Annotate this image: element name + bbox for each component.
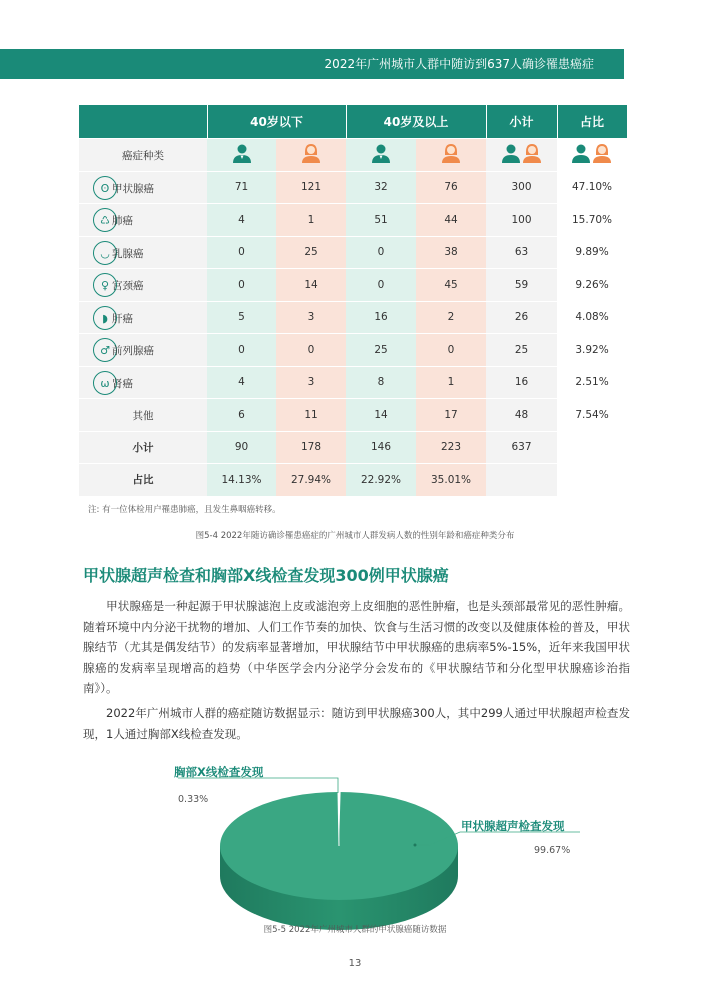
male-under40-cell: 0 [207,334,276,367]
ratio-empty [486,464,557,497]
female-40plus-cell: 76 [416,171,486,204]
cancer-type-cell [79,334,207,367]
table-icon-row [79,139,627,172]
male-40plus-cell: 32 [346,171,416,204]
male-icon-cell [207,139,276,172]
subtotal-male-40plus: 146 [346,431,416,464]
cancer-type-label: 前列腺癌 [112,345,154,357]
ratio-empty [557,464,627,497]
row-total-cell: 48 [486,399,557,432]
pie-label-xray: 胸部X线检查发现 [174,765,264,779]
row-pct-cell: 9.26% [557,269,627,302]
table-row [79,236,627,269]
ratio-label: 占比 [79,464,207,497]
male-under40-cell: 4 [207,366,276,399]
col-ratio: 占比 [557,105,627,139]
male-40plus-cell: 25 [346,334,416,367]
row-pct-cell: 9.89% [557,236,627,269]
subtotal-male-under40: 90 [207,431,276,464]
female-icon-cell [416,139,486,172]
female-under40-cell: 121 [276,171,346,204]
male-40plus-cell: 0 [346,236,416,269]
type-header: 癌症种类 [122,150,164,162]
breast-icon: ◡ [93,241,117,265]
leader-line-xray [178,778,338,793]
male-40plus-cell: 8 [346,366,416,399]
subtotal-total: 637 [486,431,557,464]
female-under40-cell: 14 [276,269,346,302]
cancer-type-cell [79,399,207,432]
section-title: 甲状腺超声检查和胸部X线检查发现300例甲状腺癌 [83,566,449,585]
female-40plus-cell: 38 [416,236,486,269]
paragraph-1 [83,596,630,699]
subtotal-empty [557,431,627,464]
paragraph-2 [83,703,630,744]
lung-icon: ♺ [93,208,117,232]
female-40plus-cell: 45 [416,269,486,302]
ratio-male-under40: 14.13% [207,464,276,497]
ratio-female-under40: 27.94% [276,464,346,497]
row-pct-cell: 47.10% [557,171,627,204]
cancer-type-label: 甲状腺癌 [112,182,154,195]
male-under40-cell: 0 [207,269,276,302]
table-row [79,399,627,432]
female-40plus-cell: 2 [416,301,486,334]
ratio-male-40plus: 22.92% [346,464,416,497]
cancer-type-label: 肝癌 [112,312,133,325]
male-icon-cell [346,139,416,172]
cancer-type-cell [79,236,207,269]
table-header-row [79,105,627,139]
female-person-icon [300,142,322,164]
header-bar [0,49,624,79]
table-row [79,204,627,237]
pie-label-ultrasound: 甲状腺超声检查发现 [461,819,565,833]
female-under40-cell: 3 [276,301,346,334]
male-person-icon [231,142,253,164]
subtotal-row [79,431,627,464]
table-row [79,171,627,204]
female-person-icon [440,142,462,164]
cancer-distribution-table [79,105,628,497]
row-total-cell: 16 [486,366,557,399]
subtotal-female-under40: 178 [276,431,346,464]
thyroid-icon: ʘ [93,176,117,200]
row-pct-cell: 7.54% [557,399,627,432]
male-female-icon [571,142,613,164]
female-under40-cell: 25 [276,236,346,269]
cancer-type-label: 肺癌 [112,215,133,227]
table-row [79,301,627,334]
ratio-row [79,464,627,497]
pie-chart [0,760,710,940]
female-40plus-cell: 17 [416,399,486,432]
ratio-female-40plus: 35.01% [416,464,486,497]
female-under40-cell: 11 [276,399,346,432]
cancer-type-cell [79,204,207,237]
row-pct-cell: 2.51% [557,366,627,399]
kidney-icon: ω [93,371,117,395]
prostate-icon: ♂ [93,338,117,362]
row-total-cell: 25 [486,334,557,367]
male-female-icon [501,142,543,164]
male-under40-cell: 71 [207,171,276,204]
table-note: 注: 有一位体检用户罹患肺癌，且发生鼻咽癌转移。 [88,505,281,515]
cancer-type-label: 其他 [132,410,154,422]
male-40plus-cell: 0 [346,269,416,302]
pie-pct-xray: 0.33% [178,794,209,805]
cancer-type-label: 肾癌 [112,377,133,390]
subtotal-label: 小计 [79,431,207,464]
row-pct-cell: 3.92% [557,334,627,367]
both-icon-cell [557,139,627,172]
male-under40-cell: 6 [207,399,276,432]
female-40plus-cell: 0 [416,334,486,367]
both-icon-cell [486,139,557,172]
table-row [79,366,627,399]
cancer-type-cell [79,269,207,302]
cancer-type-cell [79,301,207,334]
type-header-cell [79,139,207,172]
cancer-type-cell [79,366,207,399]
page-number: 13 [348,958,362,969]
female-icon-cell [276,139,346,172]
female-under40-cell: 1 [276,204,346,237]
header-corner [79,105,207,139]
cancer-type-cell [79,171,207,204]
paragraph-2-text: 2022年广州城市人群的癌症随访数据显示：随访到甲状腺癌300人，其中299人通过甲状腺超声检查发现，1人通过胸部X线检查发现。 [83,706,630,741]
uterus-icon: ♀ [93,273,117,297]
row-total-cell: 26 [486,301,557,334]
col-subtotal: 小计 [486,105,557,139]
male-40plus-cell: 16 [346,301,416,334]
male-person-icon [370,142,392,164]
paragraph-1-text: 甲状腺癌是一种起源于甲状腺滤泡上皮或滤泡旁上皮细胞的恶性肿瘤，也是头颈部最常见的恶性肿瘤。随着环境中内分泌干扰物的增加、人们工作节奏的加快、饮食与生活习惯的改变以及健康体检的普及，甲状腺结节（尤其是偶发结节）的发病率显著增加，甲状腺结节中甲状腺癌的患病率5%-15%，近年来我国甲状腺癌的发病率呈现增高的趋势（中华医学会内分泌学分会发布的《甲状腺结节和分化型甲状腺癌诊治指南》）。 [83,599,630,695]
table-row [79,269,627,302]
female-under40-cell: 3 [276,366,346,399]
row-total-cell: 300 [486,171,557,204]
figure-caption-5-5: 图5-5 2022年广州城市人群的甲状腺癌随访数据 [263,925,447,935]
header-title: 2022年广州城市人群中随访到637人确诊罹患癌症 [324,57,594,71]
cancer-type-label: 宫颈癌 [112,280,144,292]
male-under40-cell: 4 [207,204,276,237]
male-under40-cell: 5 [207,301,276,334]
female-40plus-cell: 1 [416,366,486,399]
row-total-cell: 59 [486,269,557,302]
female-under40-cell: 0 [276,334,346,367]
subtotal-female-40plus: 223 [416,431,486,464]
col-group-40plus: 40岁及以上 [346,105,486,139]
male-40plus-cell: 51 [346,204,416,237]
male-under40-cell: 0 [207,236,276,269]
row-total-cell: 63 [486,236,557,269]
liver-icon: ◗ [93,306,117,330]
cancer-type-label: 乳腺癌 [112,247,144,260]
pie-pct-ultrasound: 99.67% [534,845,571,856]
col-group-under40: 40岁以下 [207,105,346,139]
female-40plus-cell: 44 [416,204,486,237]
table-row [79,334,627,367]
row-pct-cell: 15.70% [557,204,627,237]
male-40plus-cell: 14 [346,399,416,432]
figure-caption-5-4: 图5-4 2022年随访确诊罹患癌症的广州城市人群发病人数的性别年龄和癌症种类分布 [195,531,515,541]
row-pct-cell: 4.08% [557,301,627,334]
row-total-cell: 100 [486,204,557,237]
